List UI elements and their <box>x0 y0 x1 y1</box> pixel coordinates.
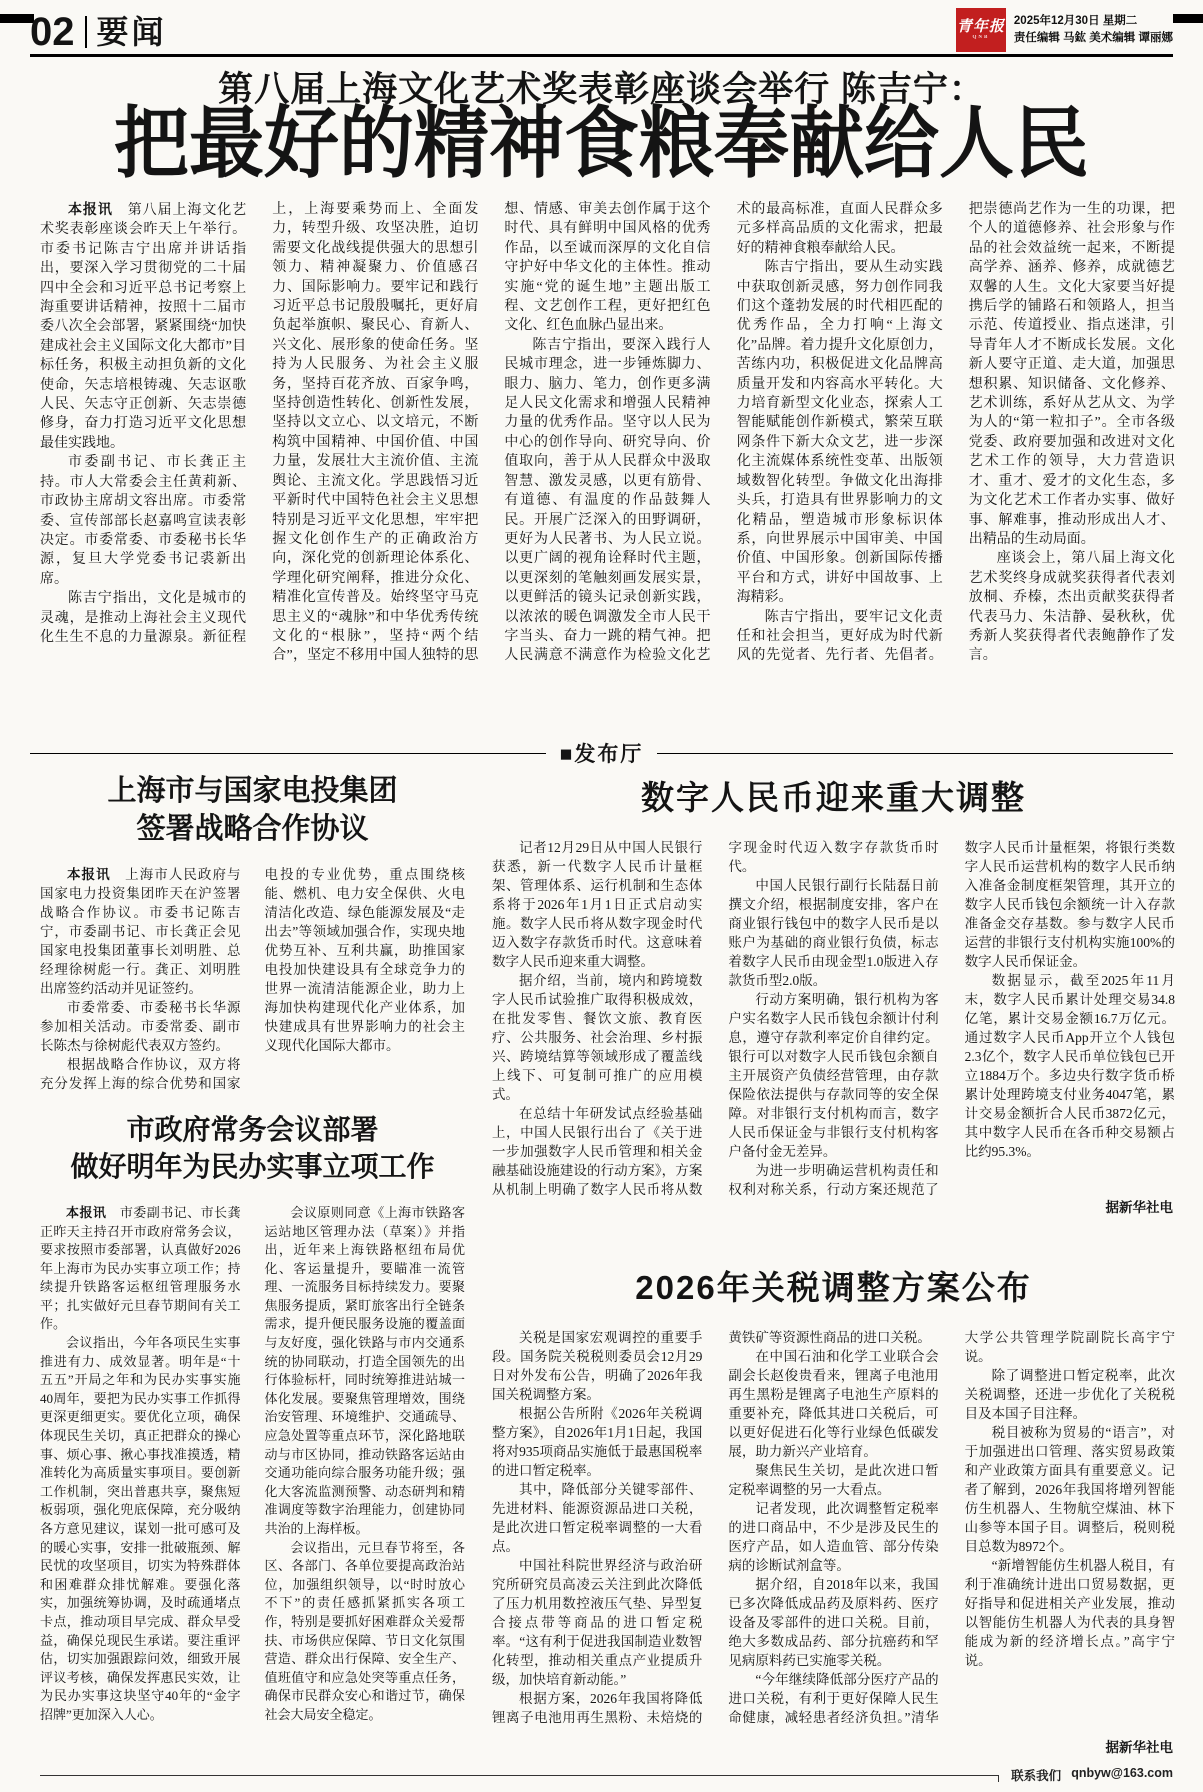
tariff-headline: 2026年关税调整方案公布 <box>635 1269 1032 1306</box>
article-government-meeting <box>40 1112 465 1764</box>
paragraph: 根据方案，2026年我国将降低锂离子电池用再生黑粉、未焙烧的黄铁矿等资源性商品的进口关税。 <box>492 1329 931 1725</box>
tariff-byline: 据新华社电 <box>1098 1736 1174 1756</box>
paragraph: 陈吉宁指出，要从生动实践中获取创新灵感，努力创作同我们这个蓬勃发展的时代相匹配的优秀作品，全力打响“上海文化”品牌。着力提升文化原创力，苦练内功，积极促进文化品牌高质量开发和内容高水平转化。大力培育新型文化业态，探索人工智能赋能创作新模式，繁荣互联网条件下新大众文艺，进一步深化主流媒体系统性变革、出版领域数智化转型。争做文化出海排头兵，打造具有世界影响力的文化精品，塑造城市形象标识体系，向世界展示中国审美、中国价值、中国形象。创新国际传播平台和方式，讲好中国故事、上海精彩。 <box>736 260 943 606</box>
paragraph: 本报讯 市委副书记、市长龚正昨天主持召开市政府常务会议，要求按照市委部署，认真做好2026年上海市为民办实事立项工作；持续提升铁路客运枢纽管理服务水平；扎实做好元旦春节期间有关工作。 <box>40 1204 241 1332</box>
paragraph: 市委副书记、市长龚正主持。市人大常委会主任黄莉新、市政协主席胡文容出席。市委常委、宣传部部长赵嘉鸣宣读表彰决定。市委常委、市委秘书长华源，复旦大学党委书记裘新出席。 <box>40 455 247 587</box>
gov-headline <box>40 1112 465 1186</box>
paragraph: 市委常委、市委秘书长华源参加相关活动。市委常委、副市长陈杰与徐树彪代表双方签约。 <box>40 999 241 1053</box>
paragraph: 中国社科院世界经济与政治研究所研究员高凌云关注到此次降低了压力机用数控液压气垫、异型复合接点带等商品的进口暂定税率。“这有利于促进我国制造业数智化转型，推动相关重点产业提质升级，加快培育新动能。” <box>492 1557 703 1687</box>
crop-mark-right <box>1173 14 1203 23</box>
paragraph: 陈吉宁指出，要牢记文化责任和社会担当，更好成为时代新风的先觉者、先行者、先倡者。把崇德尚艺作为一生的功课，把个人的道德修养、社会形象与作品的社会效益统一起来，不断提高学养、涵养、修养，成就德艺双馨的人生。文化大家要当好提携后学的铺路石和领路人，担当示范、传道授业、指点迷津，引导青年人才不断成长发展。文化新人要守正道、走大道，加强思想积累、知识储备、文化修养、艺术训练，系好从艺从文、为学为人的“第一粒扣子”。全市各级党委、政府要加强和改进对文化艺术工作的领导，大力营造识才、重才、爱才的文化生态，多为文化艺术工作者办实事、做好事、解难事，推动形成出人才、出精品的生动局面。 <box>736 202 1175 664</box>
section-banner <box>30 738 1173 768</box>
page-footer <box>40 1766 1173 1784</box>
lead-headline: 把最好的精神食粮奉献给人民 <box>113 99 1089 187</box>
paragraph: 据介绍，自2018年以来，我国已多次降低成品药及原料药、医疗设备及零部件的进口关税。目前，绝大多数成品药、部分抗癌药和罕见病原料药已实施零关税。 <box>728 1576 939 1668</box>
paragraph: 根据战略合作协议，双方将充分发挥上海的综合优势和国家电投的专业优势，重点围绕核能、燃机、电力安全保供、火电清洁化改造、绿色能源发展及“走出去”等领域加强合作，实现央地优势互补、互利共赢，助推国家电投加快建设具有全球竞争力的世界一流清洁能源企业，助力上海加快构建现代化产业体系，加快建成具有世界影响力的社会主义现代化国际大都市。 <box>40 866 465 1091</box>
paragraph: 中国人民银行副行长陆磊日前撰文介绍，根据制度安排，客户在商业银行钱包中的数字人民币是以账户为基础的商业银行负债，标志着数字人民币由现金型1.0版进入存款货币型2.0版。 <box>728 877 939 988</box>
masthead-logo <box>956 8 1006 52</box>
cooperation-headline <box>40 772 465 849</box>
paragraph: 会议指出，元旦春节将至，各区、各部门、各单位要提高政治站位，加强组织领导，以“时时放心不下”的责任感抓紧抓实各项工作，特别是要抓好困难群众关爱帮扶、市场供应保障、节日文化氛围营造、群众出行保障、安全生产、值班值守和应急处突等重点任务，确保市民群众安心和谐过节，确保社会大局安全稳定。 <box>264 1539 465 1722</box>
paragraph: 座谈会上，第八届上海文化艺术奖终身成就奖获得者代表刘放桐、乔榛，杰出贡献奖获得者代表马力、朱洁静、晏秋秋，优秀新人奖获得者代表鲍静作了发言。 <box>968 551 1175 664</box>
paragraph: 聚焦民生关切，是此次进口暂定税率调整的另一大看点。 <box>728 1462 939 1497</box>
footer-contact-email: qnbyw@163.com <box>1071 1766 1173 1780</box>
paragraph: 在中国石油和化学工业联合会副会长赵俊贵看来，锂离子电池用再生黑粉是锂离子电池生产原料的重要补充，降低其进口关税后，可以更好促进石化等行业绿色低碳发展，助力新兴产业培育。 <box>728 1348 939 1459</box>
paragraph: “新增智能仿生机器人税目，有利于准确统计进出口贸易数据，更好指导和促进相关产业发展，推动以智能仿生机器人为代表的具身智能成为新的经济增长点。”高宇宁说。 <box>964 1557 1175 1668</box>
banner-rule-left <box>30 753 546 754</box>
paragraph: 在总结十年研发试点经验基础上，中国人民银行出台了《关于进一步加强数字人民币管理和相关金融基础设施建设的行动方案》，方案从机制上明确了数字人民币将从数字现金时代迈入数字存款货币时代。 <box>492 839 939 1197</box>
article-tariff <box>492 1266 1175 1756</box>
paragraph: 税目被称为贸易的“语言”，对于加强进出口管理、落实贸易政策和产业政策方面具有重要意义。记者了解到，2026年我国将增列智能仿生机器人、生物航空煤油、林下山参等本国子目。调整后，税则税目总数为8972个。 <box>964 1424 1175 1554</box>
paragraph: 陈吉宁指出，文化是城市的灵魂，是推动上海社会主义现代化生生不息的力量源泉。新征程上，上海要乘势而上、全面发力，转型升级、攻坚决胜，迫切需要文化战线提供强大的思想引领力、精神凝聚力、价值感召力、国际影响力。要牢记和践行习近平总书记殷殷嘱托，更好肩负起举旗帜、聚民心、育新人、兴文化、展形象的使命任务。坚持为人民服务、为社会主义服务，坚持百花齐放、百家争鸣，坚持创造性转化、创新性发展，坚持以文立心、以文培元，不断构筑中国精神、中国价值、中国力量，发展壮大主流价值、主流舆论、主流文化。学思践悟习近平新时代中国特色社会主义思想特别是习近平文化思想，牢牢把握文化创作生产的正确政治方向，深化党的创新理论体系化、学理化研究阐释，推进分众化、精准化宣传普及。始终坚守马克思主义的“魂脉”和中华优秀传统文化的“根脉”，坚持“两个结合”，坚定不移用中国人独特的思想、情感、审美去创作属于这个时代、具有鲜明中国风格的优秀作品，以至诚而深厚的文化自信守护好中华文化的主体性。推动实施“党的诞生地”主题出版工程、文艺创作工程，更好把红色文化、红色血脉凸显出来。 <box>40 202 711 664</box>
article-cooperation <box>40 772 465 1153</box>
paragraph: 记者发现，此次调整暂定税率的进口商品中，不少是涉及民生的医疗产品，如人造血管、部分传染病的诊断试剂盒等。 <box>728 1500 939 1573</box>
paragraph: 为进一步明确运营机构责任和权利对称关系，行动方案还规范了数字人民币计量框架，将银行类数字人民币运营机构的数字人民币纳入准备金制度框架管理，其开立的数字人民币钱包余额统一计入存款准备金交存基数。参与数字人民币运营的非银行支付机构实施100%的数字人民币保证金。 <box>728 839 1175 1197</box>
banner-label: ■发布厅 <box>559 743 644 766</box>
tariff-body <box>492 1328 1175 1756</box>
lead-kicker: 第八届上海文化艺术奖表彰座谈会举行 陈吉宁： <box>218 70 985 109</box>
paragraph: “今年继续降低部分医疗产品的进口关税，有利于更好保障人民生命健康，减轻患者经济负担。”清华大学公共管理学院副院长高宇宁说。 <box>728 1329 1175 1725</box>
page-header <box>30 6 1173 57</box>
paragraph: 关税是国家宏观调控的重要手段。国务院关税税则委员会12月29日对外发布公告，明确了2026年我国关税调整方案。 <box>492 1329 703 1402</box>
cooperation-headline-line1: 上海市与国家电投集团 <box>107 775 398 807</box>
gov-headline-line2: 做好明年为民办实事立项工作 <box>70 1150 435 1182</box>
gov-body <box>40 1204 465 1764</box>
paragraph: 除了调整进口暂定税率，此次关税调整，还进一步优化了关税税目及本国子目注释。 <box>964 1367 1175 1421</box>
editors-line: 责任编辑 马鈜 美术编辑 谭丽娜 <box>1013 32 1173 44</box>
digital-headline: 数字人民币迎来重大调整 <box>641 779 1026 816</box>
gov-headline-line1: 市政府常务会议部署 <box>126 1114 379 1145</box>
lead-article-body <box>40 200 1175 702</box>
article-digital-currency <box>492 776 1175 1216</box>
paragraph: 数据显示，截至2025年11月末，数字人民币累计处理交易34.8亿笔，累计交易金额16.7万亿元。通过数字人民币App开立个人钱包2.3亿个，数字人民币单位钱包已开立1884万个。多边央行数字货币桥累计处理跨境支付业务4047笔，累计交易金额折合人民币3872亿元，其中数字人民币在各币种交易额占比约95.3%。 <box>964 972 1175 1159</box>
crop-mark-left <box>0 14 34 23</box>
paragraph: 记者12月29日从中国人民银行获悉，新一代数字人民币计量框架、管理体系、运行机制和生态体系将于2026年1月1日正式启动实施。数字人民币将从数字现金时代迈入数字存款货币时代。这意味着数字人民币迎来重大调整。 <box>492 839 703 969</box>
section-title: 要闻 <box>96 14 167 50</box>
banner-rule-right <box>657 753 1173 754</box>
cooperation-headline-line2: 签署战略合作协议 <box>136 813 369 846</box>
paragraph: 据介绍，当前，境内和跨境数字人民币试验推广取得积极成效，在批发零售、餐饮文旅、教育医疗、公共服务、社会治理、乡村振兴、跨境结算等领域形成了覆盖线上线下、可复制可推广的应用模式。 <box>492 972 703 1102</box>
masthead-mini-text: QNB <box>972 35 990 41</box>
paragraph: 行动方案明确，银行机构为客户实名数字人民币钱包余额计付利息，遵守存款利率定价自律约定。银行可以对数字人民币钱包余额自主开展资产负债经营管理，由存款保险依法提供与存款同等的安全保障。对非银行支付机构而言，数字人民币保证金与非银行支付机构客户备付金无差异。 <box>728 991 939 1159</box>
page-number: 02 <box>30 10 75 54</box>
date-block <box>1014 13 1173 48</box>
paragraph: 本报讯 上海市人民政府与国家电力投资集团昨天在沪签署战略合作协议。市委书记陈吉宁，市委副书记、市长龚正会见国家电投集团董事长刘明胜、总经理徐树彪一行。龚正、刘明胜出席签约活动并见证签约。 <box>40 866 241 996</box>
footer-contact <box>1011 1766 1173 1784</box>
date-line: 2025年12月30日 星期二 <box>1013 14 1138 27</box>
footer-contact-label: 联系我们 <box>1011 1769 1062 1783</box>
paragraph: 其中，降低部分关键零部件、先进材料、能源资源品进口关税，是此次进口暂定税率调整的一大看点。 <box>492 1481 703 1554</box>
digital-body <box>492 838 1175 1216</box>
digital-byline: 据新华社电 <box>1098 1196 1174 1216</box>
cooperation-body <box>40 865 465 1153</box>
masthead-name: 青年报 <box>956 18 1005 35</box>
paragraph: 陈吉宁指出，要深入践行人民城市理念，进一步锤炼脚力、眼力、脑力、笔力，创作更多满足人民文化需求和增强人民精神力量的优秀作品。坚守以人民为中心的创作导向、研究导向、价值取向，善于从人民群众中汲取智慧、激发灵感，以更有筋骨、有道德、有温度的作品鼓舞人民。开展广泛深入的田野调研，更好为人民著书、为人民立说。以更广阔的视角诠释时代主题，以更深刻的笔触刻画发展实景，以更鲜活的镜头记录创新实践，以浓浓的暖色调激发全市人民干字当头、奋力一跳的精气神。把人民满意不满意作为检验文化艺术的最高标准，直面人民群众多元多样高品质的文化需求，把最好的精神食粮奉献给人民。 <box>504 202 943 664</box>
header-divider <box>85 16 87 48</box>
paragraph: 会议指出，今年各项民生实事推进有力、成效显著。明年是“十五五”开局之年和为民办实事实施40周年，要把为民办实事工作抓得更深更细更实。要优化立项，确保体现民生关切，真正把群众的操心事、烦心事、揪心事找准摸透，精准转化为高质量实事项目。要创新工作机制，突出普惠共享，聚焦短板弱项，强化兜底保障，充分吸纳各方意见建议，谋划一批可感可及的暖心实事，安排一批破瓶颈、解民忧的攻坚项目，切实为特殊群体和困难群众排忧解难。要强化落实，加强统筹协调，及时疏通堵点卡点，推动项目早完成、群众早受益，确保兑现民生承诺。要注重评估，切实加强跟踪问效，细致开展评议考核，确保发挥惠民实效，让为民办实事这块坚守40年的“金字招牌”更加深入人心。 <box>40 1335 241 1722</box>
paragraph: 本报讯 第八届上海文化艺术奖表彰座谈会昨天上午举行。市委书记陈吉宁出席并讲话指出，要深入学习贯彻党的二十届四中全会和习近平总书记考察上海重要讲话精神，按照十二届市委八次全会部署，紧紧围绕“加快建成社会主义国际文化大都市”目标任务，积极主动担负新的文化使命，矢志培根铸魂、矢志讴歌人民、矢志守正创新、矢志崇德修身，奋力打造习近平文化思想最佳实践地。 <box>40 201 247 451</box>
footer-rule <box>40 1775 999 1776</box>
paragraph: 会议原则同意《上海市铁路客运站地区管理办法（草案）》并指出，近年来上海铁路枢纽布局优化、客运量提升，要瞄准一流管理、一流服务目标持续发力。要聚焦服务提质，紧盯旅客出行全链条需求，提升便民服务设施的覆盖面与友好度，强化铁路与市内交通系统的协同联动，打造全国领先的出行体验标杆，同时统筹推进站城一体化发展。要聚焦管理增效，围绕治安管理、环境维护、交通疏导、应急处置等重点环节，深化路地联动与市区协同，推动铁路客运站由交通功能向综合服务功能升级；强化大客流监测预警、动态研判和精准调度等数字治理能力，创建协同共治的上海样板。 <box>264 1204 465 1536</box>
paragraph: 根据公告所附《2026年关税调整方案》，自2026年1月1日起，我国将对935项商品实施低于最惠国税率的进口暂定税率。 <box>492 1405 703 1478</box>
